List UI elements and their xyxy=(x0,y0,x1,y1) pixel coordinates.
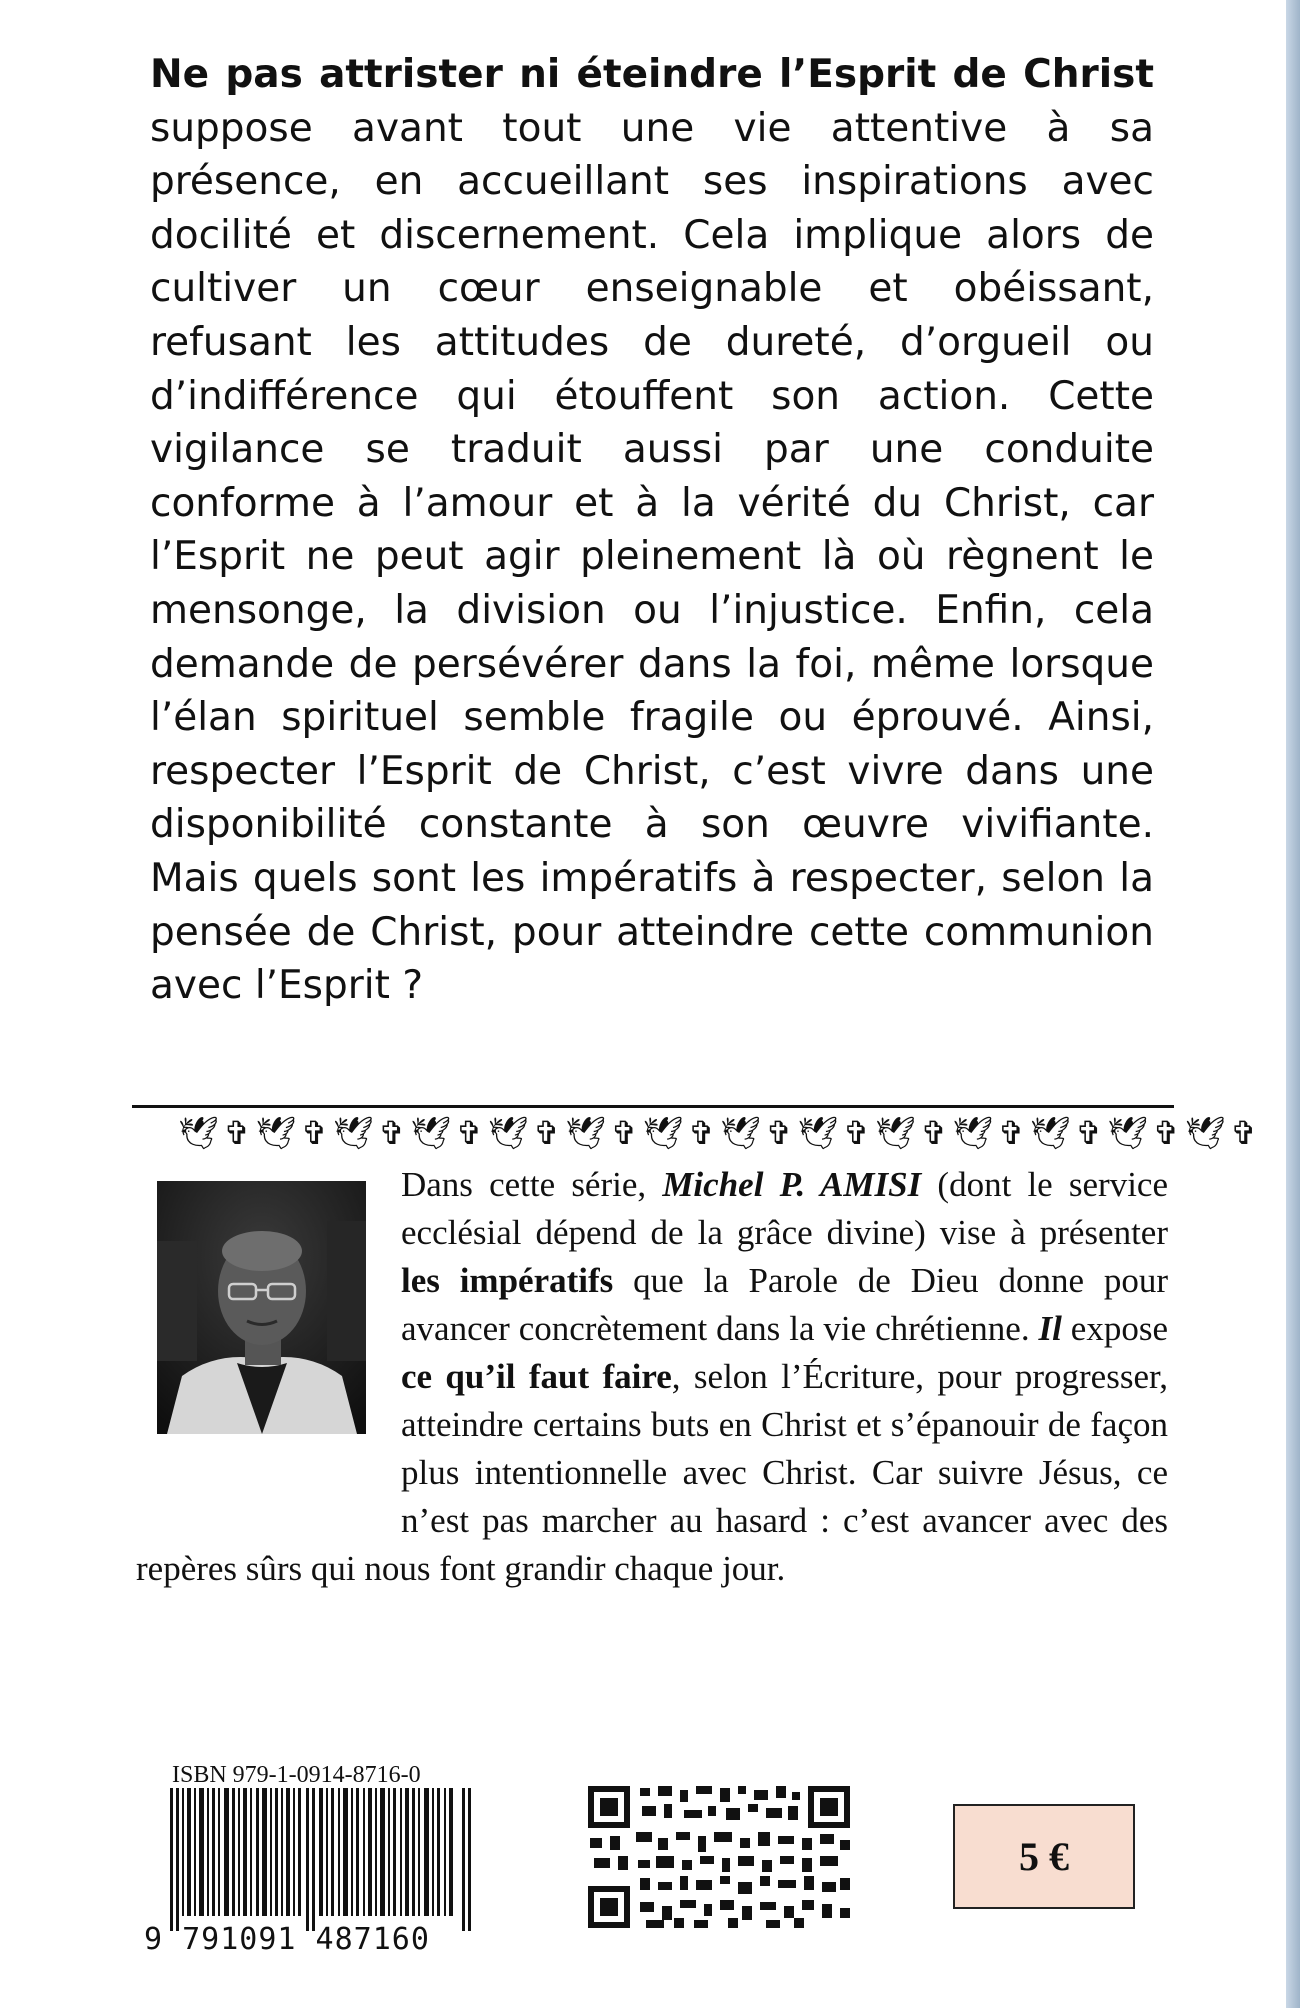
main-bold-lead: Ne pas attrister ni éteindre l’Esprit de Christ xyxy=(150,52,1154,97)
author-name: Michel P. AMISI xyxy=(662,1165,922,1204)
isbn-barcode xyxy=(170,1788,475,1931)
main-body: suppose avant tout une vie attentive à sa présence, en accueillant ses inspirations avec docilité et discernement. Cela implique alors de cultiver un cœur enseignable et obéissant, refusant les attitudes de dureté, d’orgueil ou d’indifférence qui étouffent son action. Cette vigilance se traduit aussi par une conduite conforme à l’amour et à la vérité du Christ, car l’Esprit ne peut agir pleinement là où règnent le mensonge, la division ou l’injustice. Enfin, cela demande de persévérer dans la foi, même lorsque l’élan spirituel semble fragile ou éprouvé. Ainsi, respecter l’Esprit de Christ, c’est vivre dans une disponibilité constante à son œuvre vivifiante. Mais quels sont les impératifs à respecter, selon la pensée de Christ, pour atteindre cette communion avec l’Esprit ? xyxy=(150,105,1154,1009)
isbn-digits: 9 791091 487160 xyxy=(144,1922,430,1957)
main-paragraph xyxy=(150,48,1154,1013)
price-box xyxy=(953,1804,1135,1909)
price-label: 5 € xyxy=(1019,1834,1069,1879)
page-edge xyxy=(1286,0,1300,2008)
divider-rule xyxy=(132,1105,1174,1108)
author-bio: Dans cette série, Michel P. AMISI (dont le service ecclésial dépend de la grâce divine) vise à présenter les impératifs que la Parole de Dieu donne pour avancer concrètement dans la vie chrétienne. Il expose ce qu’il faut faire, selon l’Écriture, pour progresser, atteindre certains buts en Christ et s’épanouir de façon plus intentionnelle avec Christ. Car suivre Jésus, ce n’est pas marcher au hasard : c’est avancer avec des repères sûrs qui nous font grandir chaque jour. xyxy=(136,1165,1169,1588)
dove-cross-ornament-row: 🕊✞🕊✞🕊✞🕊✞🕊✞🕊✞🕊✞🕊✞🕊✞🕊✞🕊✞🕊✞🕊✞🕊✞ xyxy=(178,1114,1263,1152)
isbn-label: ISBN 979-1-0914-8716-0 xyxy=(172,1762,421,1788)
qr-code xyxy=(588,1786,850,1928)
